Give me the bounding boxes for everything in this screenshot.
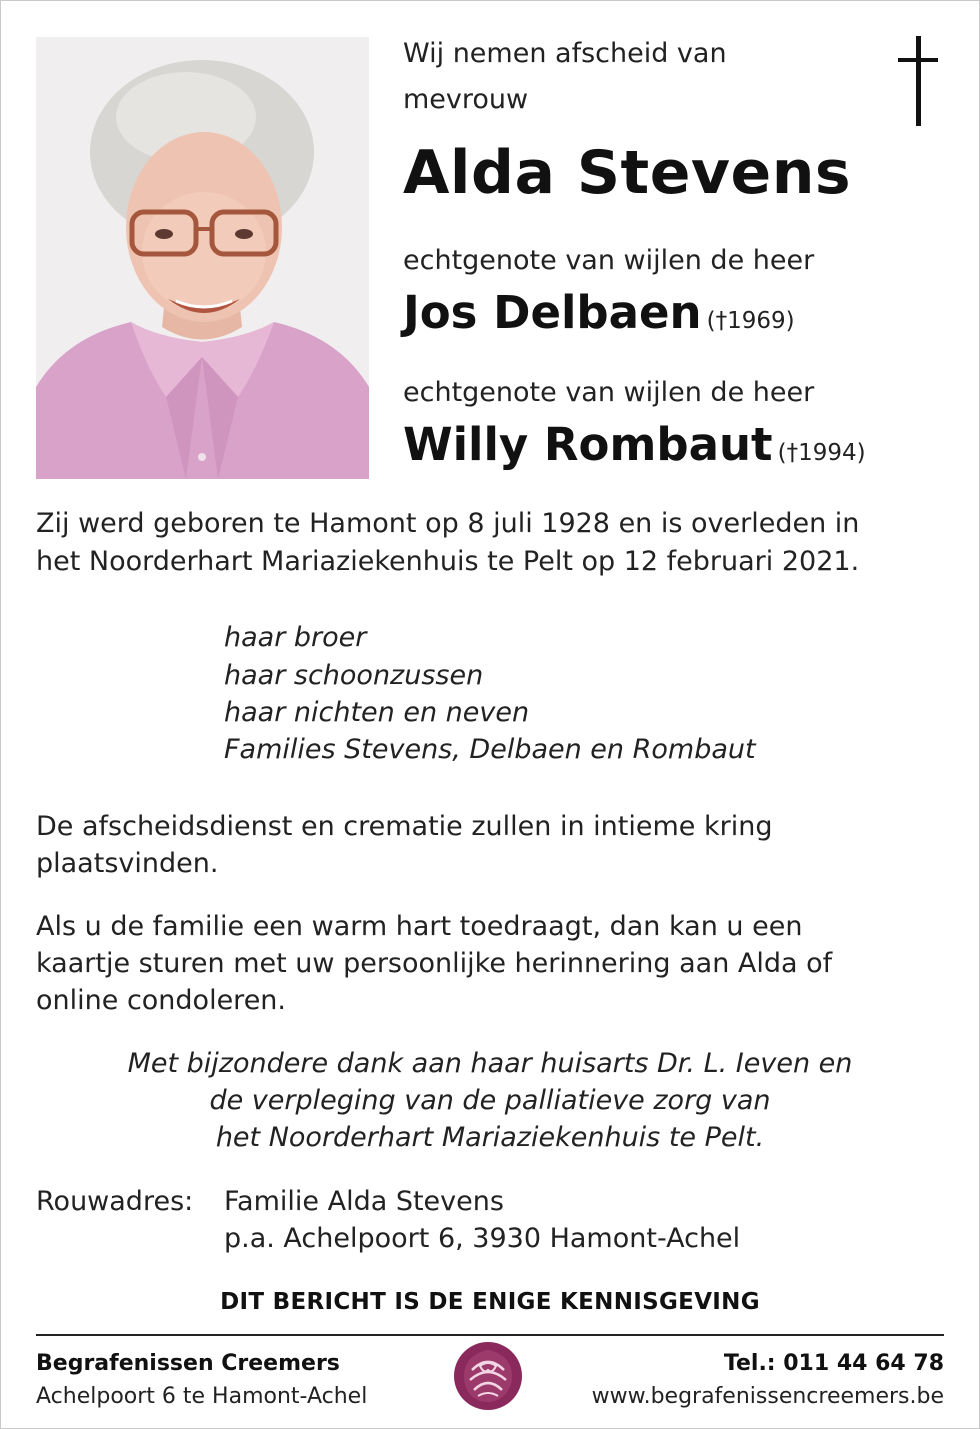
website-link[interactable]: www.begrafenissencreemers.be — [591, 1384, 944, 1409]
relative-line: haar nichten en neven — [224, 697, 530, 728]
condolence-line-3: online condoleren. — [36, 985, 287, 1016]
thanks-line-2: de verpleging van de palliatieve zorg van — [209, 1085, 771, 1116]
phone-number: Tel.: 011 44 64 78 — [723, 1351, 944, 1376]
deceased-name: Alda Stevens — [403, 138, 852, 208]
spouse1-name: Jos Delbaen — [403, 286, 702, 339]
condolence-line-1: Als u de familie een warm hart toedraagt, dan kan u een — [36, 911, 803, 942]
birth-death-line-1: Zij werd geboren te Hamont op 8 juli 1928 en is overleden in — [36, 508, 860, 539]
portrait-photo — [36, 37, 369, 479]
birth-death-line-2: het Noorderhart Mariaziekenhuis te Pelt op 12 februari 2021. — [36, 546, 860, 577]
footer-divider — [36, 1334, 944, 1336]
thanks-line-1: Met bijzondere dank aan haar huisarts Dr. L. Ieven en — [127, 1048, 853, 1079]
notice-heading: DIT BERICHT IS DE ENIGE KENNISGEVING — [220, 1289, 760, 1315]
service-line-2: plaatsvinden. — [36, 848, 219, 879]
address-line-1: Familie Alda Stevens — [224, 1186, 504, 1217]
spouse2-row — [403, 418, 866, 471]
address-label: Rouwadres: — [36, 1186, 194, 1217]
spouse2-intro: echtgenote van wijlen de heer — [403, 377, 815, 408]
relative-line: haar broer — [224, 622, 367, 653]
spouse1-died: (†1969) — [706, 308, 795, 334]
company-address: Achelpoort 6 te Hamont-Achel — [36, 1384, 368, 1409]
intro-line: Wij nemen afscheid van — [403, 38, 727, 69]
relative-line: Families Stevens, Delbaen en Rombaut — [224, 734, 756, 765]
spouse2-name: Willy Rombaut — [403, 418, 773, 471]
latin-cross-icon — [896, 36, 940, 126]
spouse2-died: (†1994) — [777, 440, 866, 466]
condolence-line-2: kaartje sturen met uw persoonlijke herinnering aan Alda of — [36, 948, 833, 979]
spouse1-intro: echtgenote van wijlen de heer — [403, 245, 815, 276]
company-name: Begrafenissen Creemers — [36, 1351, 340, 1376]
address-line-2: p.a. Achelpoort 6, 3930 Hamont-Achel — [224, 1223, 741, 1254]
title-line: mevrouw — [403, 84, 529, 115]
spouse1-row — [403, 286, 795, 339]
service-line-1: De afscheidsdienst en crematie zullen in intieme kring — [36, 811, 773, 842]
rose-logo-icon — [452, 1340, 524, 1412]
thanks-line-3: het Noorderhart Mariaziekenhuis te Pelt. — [215, 1122, 765, 1153]
relative-line: haar schoonzussen — [224, 660, 484, 691]
